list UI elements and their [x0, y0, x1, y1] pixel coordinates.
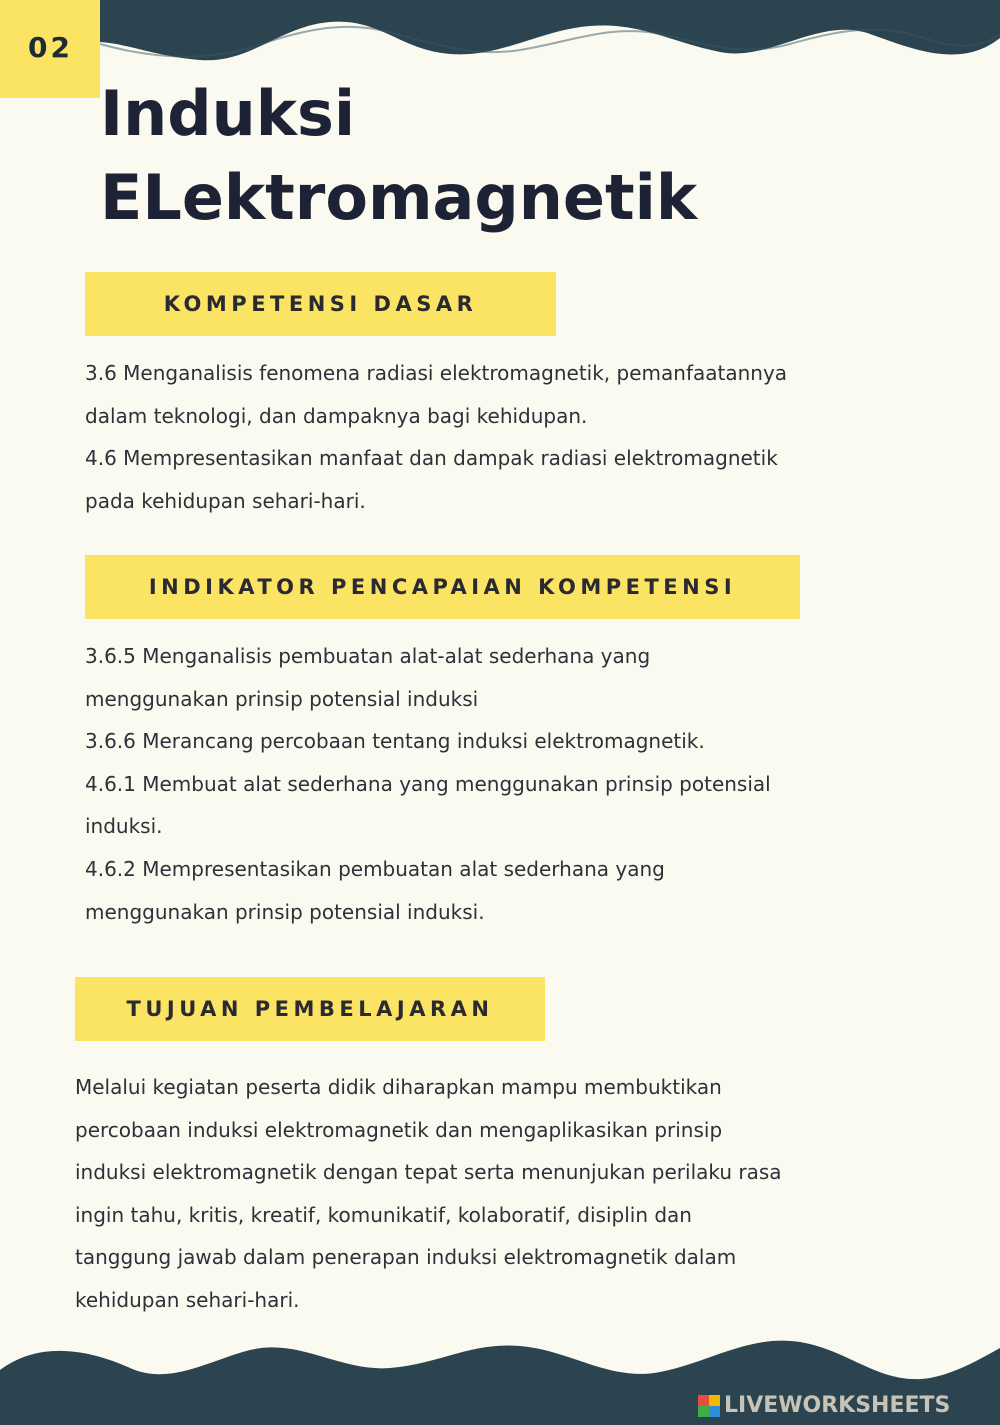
text-line: percobaan induksi elektromagnetik dan mengaplikasikan prinsip — [75, 1117, 723, 1142]
text-line: 3.6.6 Merancang percobaan tentang induksi elektromagnetik. — [85, 729, 705, 754]
watermark-text: LIVEWORKSHEETS — [724, 1393, 951, 1418]
page-title — [100, 72, 697, 240]
top-wave-decoration — [0, 0, 1000, 75]
text-line: induksi. — [85, 814, 163, 839]
text-line: 4.6.2 Mempresentasikan pembuatan alat sederhana yang — [85, 856, 665, 881]
title-line-1: Induksi — [100, 77, 356, 150]
text-line: dalam teknologi, dan dampaknya bagi kehidupan. — [85, 403, 588, 428]
text-line: 4.6 Mempresentasikan manfaat dan dampak radiasi elektromagnetik — [85, 446, 778, 471]
section-heading: TUJUAN PEMBELAJARAN — [126, 997, 494, 1021]
indikator-text — [85, 635, 771, 933]
text-line: kehidupan sehari-hari. — [75, 1287, 300, 1312]
text-line: tanggung jawab dalam penerapan induksi elektromagnetik dalam — [75, 1245, 737, 1270]
text-line: menggunakan prinsip potensial induksi. — [85, 899, 485, 924]
indikator-heading-box — [85, 555, 800, 619]
liveworksheets-logo-icon — [698, 1395, 720, 1417]
title-line-2: ELektromagnetik — [100, 161, 698, 234]
text-line: 3.6 Menganalisis fenomena radiasi elektromagnetik, pemanfaatannya — [85, 361, 788, 385]
text-line: menggunakan prinsip potensial induksi — [85, 686, 479, 711]
page-number: 02 — [28, 31, 73, 64]
kompetensi-dasar-text — [85, 352, 787, 522]
text-line: 3.6.5 Menganalisis pembuatan alat-alat sederhana yang — [85, 644, 651, 668]
tujuan-text — [75, 1066, 782, 1322]
liveworksheets-watermark — [698, 1392, 998, 1422]
page-number-badge — [0, 0, 100, 98]
section-heading: KOMPETENSI DASAR — [163, 292, 478, 316]
section-heading: INDIKATOR PENCAPAIAN KOMPETENSI — [148, 575, 737, 599]
text-line: ingin tahu, kritis, kreatif, komunikatif, kolaboratif, disiplin dan — [75, 1202, 692, 1227]
text-line: induksi elektromagnetik dengan tepat serta menunjukan perilaku rasa — [75, 1160, 782, 1185]
text-line: Melalui kegiatan peserta didik diharapkan mampu membuktikan — [75, 1075, 722, 1099]
tujuan-heading-box — [75, 977, 545, 1041]
text-line: 4.6.1 Membuat alat sederhana yang menggunakan prinsip potensial — [85, 771, 771, 796]
text-line: pada kehidupan sehari-hari. — [85, 488, 366, 513]
kompetensi-dasar-heading-box — [85, 272, 556, 336]
